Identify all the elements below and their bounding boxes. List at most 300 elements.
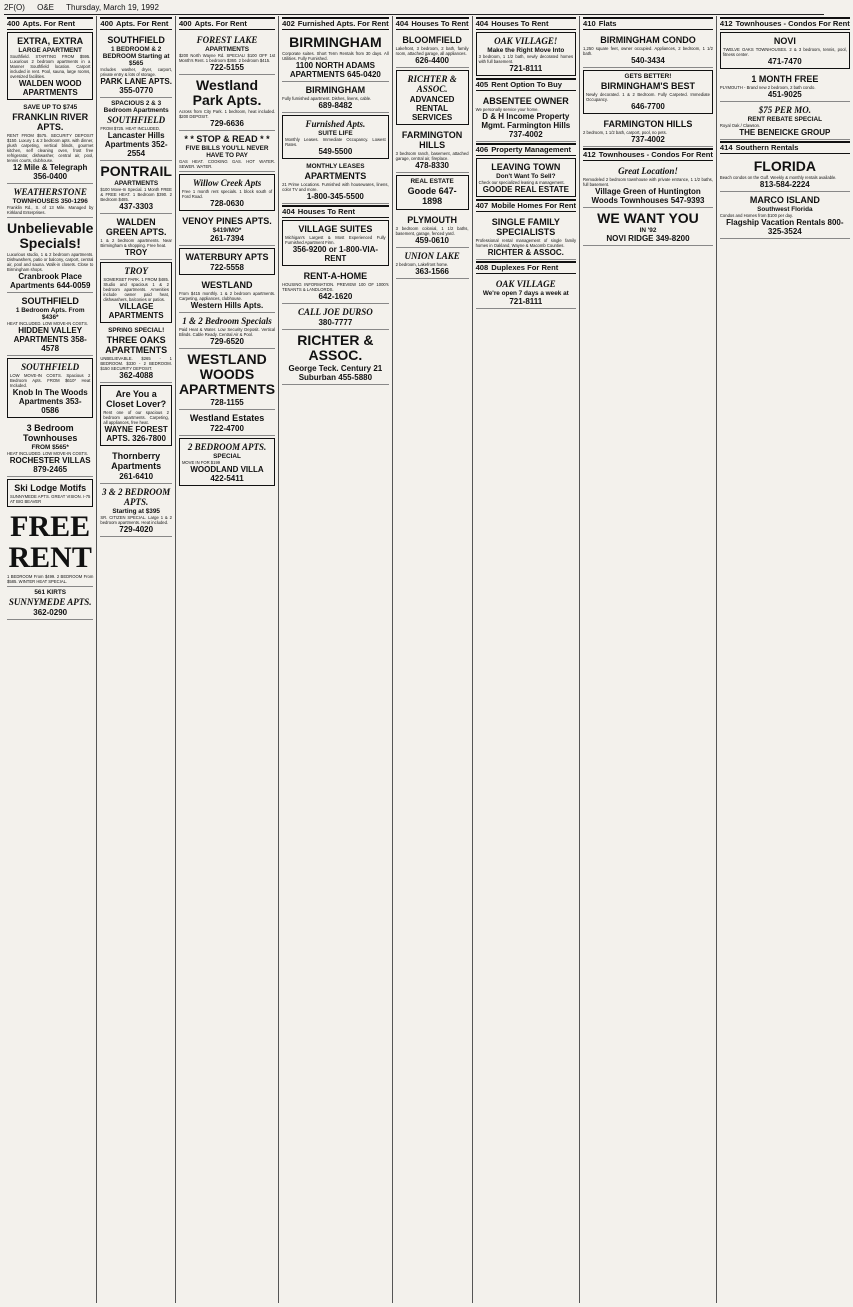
ad-headline: FARMINGTON HILLS (603, 119, 693, 129)
ad-subhead: We're open 7 days a week at (482, 290, 569, 297)
ad-headline: SINGLE FAMILY SPECIALISTS (491, 217, 560, 237)
section-title: Apts. For Rent (194, 19, 247, 28)
ad-body: Rent one of our spacious 2 bedroom apartments. Carpeting, all appliances, free heat. (103, 410, 169, 425)
ad-body: 2 bedroom, 1 1/2 bath, carport, pool, no pets. (583, 130, 667, 135)
ad-contact: 722-5558 (210, 263, 244, 272)
ad-headline: PONTRAIL (100, 163, 172, 179)
ad-body: 3 bedroom ranch, basement, attached garage, central air, fireplace. (395, 151, 469, 161)
classified-ad (100, 385, 172, 446)
section-title: Houses To Rent (411, 19, 469, 28)
ad-contact: 728-0630 (210, 199, 244, 208)
ad-subhead: 561 KIRTS (34, 589, 66, 596)
ad-subhead: SAVE UP TO $745 (23, 104, 78, 111)
section-title: Rent Option To Buy (491, 80, 562, 89)
ad-contact: 737-4002 (631, 135, 665, 144)
classified-ad (100, 98, 172, 161)
ad-headline: Unbelievable Specials! (7, 220, 94, 251)
classified-column (4, 16, 97, 1303)
classified-ad (179, 75, 275, 131)
classified-ad (396, 175, 469, 210)
ad-subhead: Don't Want To Sell? (496, 173, 556, 180)
section-title: Furnished Apts. For Rent (297, 19, 389, 28)
ad-headline: OAK VILLAGE! (494, 36, 558, 46)
ad-subhead: Make the Right Move Into (487, 47, 565, 54)
section-number: 412 (583, 150, 596, 159)
section-header (282, 17, 389, 30)
classified-ad (100, 32, 172, 98)
ad-body: Across from City Park. 1 bedroom, heat included. $200 DEPOSIT. (178, 109, 276, 119)
section-header (476, 199, 576, 212)
section-header (720, 141, 850, 154)
ad-body: PLYMOUTH - Brand new 2 bedroom, 2 bath condo. (719, 85, 816, 90)
section-header (396, 17, 469, 30)
ad-contact: 363-1566 (415, 267, 449, 276)
ad-subhead: Southwest Florida (757, 206, 813, 213)
ad-headline: RENT-A-HOME (303, 271, 368, 281)
classified-ad (720, 71, 850, 102)
ad-headline: BIRMINGHAM (305, 85, 366, 95)
ad-headline: Are You a Closet Lover? (106, 389, 167, 409)
classified-ad (282, 330, 389, 385)
ad-headline: SOUTHFIELD (21, 296, 79, 306)
ad-contact: ROCHESTER VILLAS 879-2465 (9, 456, 91, 474)
ad-contact: WOODLAND VILLA 422-5411 (190, 465, 264, 483)
ad-contact: 722-4700 (210, 424, 244, 433)
ad-contact: THE BENEICKE GROUP (739, 128, 831, 137)
classified-ad (583, 208, 713, 246)
ad-contact: ADVANCED RENTAL SERVICES (409, 95, 455, 122)
ad-body: TWELVE OAKS TOWNHOUSES. 2 & 3 bedroom, tennis, pool, fitness center. (722, 47, 847, 57)
ad-body: Paid Heat & Water. Low Security Deposit. Vertical Blinds. Cable Ready. Central Air & Pool. (178, 327, 276, 337)
ad-headline: 3 & 2 BEDROOM APTS. (102, 487, 171, 507)
section-title: Mobile Homes For Rent (491, 201, 577, 210)
classified-ad (396, 248, 469, 279)
ad-headline: OAK VILLAGE (495, 279, 556, 289)
ad-headline: NOVI (773, 36, 796, 46)
ad-headline: BIRMINGHAM (289, 34, 382, 50)
ad-contact: Lancaster Hills Apartments 352-2554 (104, 131, 168, 158)
ad-headline: Ski Lodge Motifs (14, 483, 87, 493)
ad-contact: 1100 NORTH ADAMS APARTMENTS 645-0420 (289, 61, 381, 79)
ad-contact: 689-8482 (318, 101, 353, 110)
ad-headline: FARMINGTON HILLS (401, 130, 463, 150)
ad-subhead: RENT REBATE SPECIAL (747, 116, 823, 123)
ad-body: Newly decorated. 1 & 2 Bedroom. Fully Carpeted. Immediate Occupancy. (586, 92, 710, 102)
classified-ad (282, 304, 389, 330)
ad-body: 1 BEDROOM From $499. 2 BEDROOM From $585. WINTER HEAT SPECIAL. (7, 574, 94, 584)
ad-body: 1,250 square feet, owner occupied. Appliances, 2 bedroom, 1 1/2 bath. (583, 46, 713, 56)
ad-headline: THREE OAKS APARTMENTS (105, 335, 168, 355)
classified-column (279, 16, 393, 1303)
ad-body: Remodeled 2 bedroom townhouse with private entrance, 1 1/2 baths, full basement. (583, 177, 713, 187)
ad-contact: 729-4020 (119, 525, 154, 534)
ad-contact: 362-4088 (119, 371, 154, 380)
ad-contact: TROY (125, 248, 148, 257)
ad-headline: WEATHERSTONE (13, 187, 87, 197)
classified-ad (720, 102, 850, 140)
ad-body: From $415 monthly. 1 & 2 bedroom apartments. Carpeting, appliances, clubhouse. (178, 291, 276, 301)
ad-headline: BLOOMFIELD (402, 35, 462, 45)
section-number: 404 (395, 19, 409, 28)
issue-date: Thursday, March 19, 1992 (66, 3, 159, 12)
ad-subhead: APARTMENTS (114, 180, 159, 187)
classified-ad (476, 32, 576, 76)
ad-headline: 1 MONTH FREE (751, 74, 819, 84)
section-number: 400 (7, 19, 20, 28)
section-header (476, 78, 576, 91)
ad-headline: Thornberry Apartments (111, 451, 162, 471)
ad-headline: FRANKLIN RIVER APTS. (12, 112, 89, 132)
ad-contact: 728-1155 (210, 398, 244, 407)
ad-body: Fully furnished apartment. Dishes, linens, cable. (282, 96, 372, 101)
ad-body: SR. CITIZEN SPECIAL. Large 1 & 2 bedroom apartments. Heat included. (100, 515, 172, 525)
section-header (7, 17, 93, 30)
ad-contact: Cranbrook Place Apartments 644-0059 (9, 272, 91, 290)
section-title: Apts. For Rent (22, 19, 75, 28)
ad-contact: 261-6410 (119, 472, 154, 481)
classified-ad (7, 420, 93, 477)
ad-contact: 813-584-2224 (759, 180, 810, 189)
ad-subhead: SPECIAL (213, 453, 241, 460)
ad-headline: $75 PER MO. (758, 105, 811, 115)
ad-subhead: MONTHLY LEASES (306, 163, 365, 170)
ad-contact: Village Green of Huntington Woods Townhouses 547-9393 (591, 187, 705, 205)
ad-headline: 3 Bedroom Townhouses (23, 423, 78, 443)
classified-ad (282, 268, 389, 304)
ad-body: RENT FROM $575. SECURITY DEPOSIT $150. Luxury 1 & 2 bedroom apts. with dinner, plush carpeting, vertical blinds, gourmet kitchen, self cleaning oven, frost free refrigerator, dishwasher, central air, pool, tennis courts, clubhouse. (7, 133, 94, 163)
ad-body: Professional rental management of single family homes in Oakland, Wayne & Macomb Counties. (475, 238, 577, 248)
classified-ad (720, 32, 850, 69)
ad-body: Lakefront, 3 bedroom, 2 bath, family room, attached garage, all appliances. (395, 46, 469, 56)
classified-ad (100, 325, 172, 383)
classified-ad (282, 220, 389, 266)
masthead (4, 2, 824, 15)
ad-contact: RICHTER & ASSOC. (487, 248, 564, 257)
section-header (179, 17, 275, 30)
ad-headline: CALL JOE DURSO (298, 307, 373, 317)
ad-body: Luxurious studio, 1 & 2 bedroom apartments. Dishwashers, patio or balcony, carport, central air, pool and sauna. Walk-in closets. Close to Birmingham shops. (7, 252, 94, 272)
ad-body: MOVE IN FOR $199 (181, 460, 221, 465)
ad-subhead: APARTMENTS (205, 46, 249, 53)
ad-body: HEAT INCLUDED. LOW MOVE-IN COSTS. (7, 451, 89, 456)
ad-contact: Knob In The Woods Apartments 353-0586 (12, 388, 88, 415)
ad-headline: 1 & 2 Bedroom Specials (182, 316, 272, 326)
ad-headline: SOUTHFIELD (107, 35, 165, 45)
ad-headline: Willow Creek Apts (192, 178, 262, 188)
section-number: 402 (282, 19, 295, 28)
section-number: 400 (100, 19, 114, 28)
ad-contact: 626-4400 (415, 56, 449, 65)
ad-headline: VILLAGE SUITES (298, 224, 373, 234)
ad-headline: BIRMINGHAM'S BEST (600, 81, 696, 91)
classified-column (393, 16, 473, 1303)
ad-contact: 437-3303 (119, 202, 154, 211)
ad-contact: 540-3434 (631, 56, 665, 65)
classified-ad (396, 127, 469, 173)
section-title: Houses To Rent (297, 207, 356, 216)
classified-ad (282, 82, 389, 113)
section-title: Southern Rentals (735, 143, 799, 152)
ad-subhead: 1 Bedroom Apts. From $436* (15, 307, 85, 321)
section-header (100, 17, 172, 30)
classified-ad (7, 218, 93, 293)
ad-body: Beach condos on the Gulf. Weekly & monthly rentals available. (719, 175, 837, 180)
ad-body: 3 bedroom colonial, 1 1/2 baths, basement, garage, fenced yard. (395, 226, 469, 236)
classified-ad (476, 276, 576, 309)
ad-contact: PARK LANE APTS. 355-0770 (100, 77, 172, 95)
section-title: Property Management (491, 145, 571, 154)
ad-headline: PLYMOUTH (407, 215, 457, 225)
ad-contact: VILLAGE APARTMENTS (108, 302, 164, 320)
ad-contact: 721-8111 (509, 64, 543, 73)
ad-headline: FREE (10, 510, 91, 543)
ad-body: Free 1 month rent specials. 1 block south of Ford Road. (181, 189, 273, 199)
ad-body: FROM $725. HEAT INCLUDED. (100, 126, 161, 131)
ad-subhead: TOWNHOUSES 350-1296 (12, 198, 88, 205)
section-title: Duplexes For Rent (491, 263, 559, 272)
ad-body: Corporate suites. Short Term Rentals from 30 days. All Utilities. Fully Furnished. (282, 51, 389, 61)
section-header (476, 143, 576, 156)
classified-ad (7, 358, 93, 418)
classified-ad (179, 213, 275, 246)
section-number: 407 (475, 201, 489, 210)
ad-body: SOMERSET PARK. 1 FROM $485. Studio and spacious 1 & 2 bedroom apartments. Amenities include owner paid heat, dishwashers, balconies or patios. (103, 277, 169, 302)
section-number: 406 (475, 145, 489, 154)
ad-headline: MARCO ISLAND (749, 195, 820, 205)
classified-columns (4, 16, 850, 1303)
classified-ad (583, 116, 713, 147)
ad-headline: WESTLAND (201, 280, 253, 290)
ad-body: Monthly Leases. Immediate Occupancy. Lowest Rates. (285, 137, 386, 147)
ad-subhead: 1 BEDROOM & 2 BEDROOM Starting at $565 (102, 46, 170, 67)
classified-ad (179, 32, 275, 75)
ad-body: $200 North Wayne Rd. SPECIAL! $100 OFF 1st Month's Rent. 1 bedroom $360. 2 bedroom $415. (178, 53, 276, 63)
classified-ad (179, 277, 275, 313)
classified-ad (100, 161, 172, 214)
ad-body: Southfield. STARTING FROM $595. Luxurious 2 bedroom apartments in a Manner Southfield location. Carport included in rent. Pool, sauna, large rooms, oversized facilities. (10, 54, 91, 79)
ad-contact: NOVI RIDGE 349-8200 (606, 234, 690, 243)
classified-ad (100, 214, 172, 260)
section-number: 410 (583, 19, 596, 28)
classified-ad (396, 212, 469, 248)
ad-contact: Western Hills Apts. (190, 301, 264, 310)
section-number: 408 (475, 263, 489, 272)
ad-body: Royal Oak / Clawson. (719, 123, 761, 128)
classified-ad (179, 131, 275, 172)
ad-headline: UNION LAKE (404, 251, 460, 261)
ad-contact: GOODE REAL ESTATE (482, 185, 569, 194)
ad-headline: APARTMENTS (304, 171, 367, 181)
section-header (720, 17, 850, 30)
ad-contact: 451-9025 (767, 90, 802, 99)
ad-contact: 356-9200 or 1-800-VIA-RENT (292, 245, 379, 263)
section-header (282, 205, 389, 218)
section-header (476, 17, 576, 30)
classified-ad (179, 248, 275, 275)
classified-ad (720, 192, 850, 239)
classified-column (176, 16, 279, 1303)
ad-contact: 1-800-345-5500 (306, 192, 364, 201)
ad-body: HEAT INCLUDED. LOW MOVE-IN COSTS. (7, 321, 89, 326)
classified-ad (179, 410, 275, 436)
ad-subhead: $419/MO* (212, 227, 242, 234)
classified-column (473, 16, 580, 1303)
ad-subhead: Starting at $395 (112, 508, 160, 515)
ad-headline-large: RENT (8, 541, 92, 574)
section-number: 404 (282, 207, 295, 216)
classified-ad (100, 484, 172, 537)
ad-body: 21 Prime Locations. Furnished with housewares, linens, color TV and more. (282, 182, 389, 192)
ad-headline: * * STOP & READ * * (184, 134, 270, 144)
section-header (476, 261, 576, 274)
classified-ad (179, 349, 275, 410)
ad-body: 2 bedroom, Lakefront home. (395, 262, 449, 267)
ad-headline: LEAVING TOWN (491, 162, 561, 172)
ad-contact: 721-8111 (509, 297, 543, 306)
classified-column (97, 16, 176, 1303)
section-title: Townhouses - Condos For Rent (735, 19, 850, 28)
classified-ad (7, 587, 93, 620)
ad-headline: WESTLAND WOODS APARTMENTS (178, 351, 276, 397)
ad-body: Franklin Rd., S. of 13 Mile. Managed by Kirkland Enterprises. (7, 205, 94, 215)
classified-ad (7, 184, 93, 218)
ad-contact: WAYNE FOREST APTS. 326-7800 (104, 425, 168, 443)
ad-subhead: REAL ESTATE (410, 178, 454, 185)
classified-ad (179, 174, 275, 211)
classified-ad (476, 214, 576, 260)
section-number: 414 (719, 143, 733, 152)
ad-body: 3 bedroom, 1 1/2 bath, newly decorated homes with full basement. (478, 54, 574, 64)
ad-contact: 729-6520 (210, 337, 244, 346)
ad-headline: VENOY PINES APTS. (182, 216, 272, 226)
classified-ad (282, 161, 389, 204)
section-header (583, 148, 713, 161)
ad-contact: Flagship Vacation Rentals 800-325-3524 (726, 218, 844, 236)
ad-headline: RICHTER & ASSOC. (297, 332, 374, 363)
classified-ad (583, 32, 713, 68)
ad-body: We personally service your home. (475, 107, 539, 112)
ad-headline: 2 BEDROOM APTS. (187, 442, 267, 452)
section-title: Townhouses - Condos For Rent (598, 150, 713, 159)
ad-body: HOUSING INFORMATION. PREVIEW 100 OF 1000's TENANTS & LANDLORDS. (282, 282, 389, 292)
classified-ad (282, 32, 389, 82)
section-number: 412 (719, 19, 733, 28)
classified-ad (396, 32, 469, 68)
section-number: 400 (178, 19, 192, 28)
ad-subhead: FIVE BILLS YOU'LL NEVER HAVE TO PAY (185, 145, 269, 159)
classified-ad (396, 70, 469, 125)
ad-contact: 722-5155 (210, 63, 244, 72)
ad-headline: WALDEN GREEN APTS. (105, 217, 167, 237)
classified-ad (583, 163, 713, 208)
ad-body: Includes washer, dryer, carport, private entry & lots of storage. (100, 67, 172, 77)
ad-contact: 471-7470 (767, 57, 802, 66)
ad-headline: TROY (124, 266, 148, 276)
ad-headline: Furnished Apts. (305, 119, 366, 129)
ad-contact: 459-0610 (415, 236, 449, 245)
ad-contact: George Teck. Century 21 Suburban 455-5880 (288, 364, 383, 382)
ad-contact: 261-7394 (210, 234, 244, 243)
classified-ad (583, 70, 713, 114)
classified-ad (476, 93, 576, 142)
ad-subhead: SPACIOUS 2 & 3 Bedroom Apartments (103, 100, 169, 114)
ad-headline: Westland Estates (189, 413, 265, 423)
ad-headline: WE WANT YOU (597, 210, 699, 226)
ad-body: Michigan's Largest & Most Experienced Fully Furnished Apartment Firm. (285, 235, 386, 245)
ad-contact: 642-1620 (318, 292, 353, 301)
ad-contact: WALDEN WOOD APARTMENTS (18, 79, 82, 97)
classified-ad (476, 158, 576, 197)
ad-subhead: SPRING SPECIAL! (108, 327, 165, 334)
ad-headline: BIRMINGHAM CONDO (600, 35, 696, 45)
section-title: Houses To Rent (491, 19, 549, 28)
classified-column (580, 16, 717, 1303)
classified-ad (100, 262, 172, 323)
ad-contact: HIDDEN VALLEY APARTMENTS 358-4578 (13, 326, 87, 353)
classified-ad (7, 293, 93, 356)
ad-body: 1 & 2 bedroom apartments. Near Birmingham & shopping. Free heat. (100, 238, 172, 248)
ad-contact: D & H Income Property Mgmt. Farmington Hills 737-4002 (481, 112, 571, 139)
classified-ad (7, 509, 93, 587)
ad-subhead: FROM $565* (31, 444, 69, 451)
ad-headline: RICHTER & ASSOC. (407, 74, 457, 94)
classified-ad (7, 32, 93, 100)
ad-headline: EXTRA, EXTRA (17, 36, 84, 46)
ad-headline: SOUTHFIELD (107, 115, 166, 125)
classified-ad (179, 313, 275, 349)
ad-contact: 729-6636 (210, 119, 244, 128)
ad-subhead: GETS BETTER! (624, 73, 672, 80)
section-number: 404 (475, 19, 489, 28)
page-number: 2F(O) (4, 3, 25, 12)
classified-ad (179, 438, 275, 486)
ad-headline: FOREST LAKE (196, 35, 258, 45)
ad-subhead: LARGE APARTMENT (18, 47, 82, 54)
classified-ad (282, 115, 389, 159)
ad-headline: Westland Park Apts. (192, 77, 262, 108)
section-title: Flats (598, 19, 617, 28)
ad-contact: 12 Mile & Telegraph 356-0400 (12, 163, 88, 181)
ad-headline: Goode 647-1898 (407, 186, 457, 206)
ad-subhead: SUITE LIFE (318, 130, 353, 137)
ad-body: LOW MOVE-IN COSTS. Spacious 2 Bedroom Apts. FROM $610* Heat Included. (10, 373, 91, 388)
ad-headline: SOUTHFIELD (21, 362, 80, 372)
ad-body: SUNNYMEDE APTS. GREAT VISION. I-75 AT BIG BEAVER (10, 494, 91, 504)
ad-contact: 380-7777 (318, 318, 353, 327)
ad-headline: FLORIDA (753, 158, 816, 174)
ad-headline: WATERBURY APTS (185, 252, 269, 262)
section-header (583, 17, 713, 30)
ad-body: UNBELIEVABLE. $265 - 1 BEDROOM. $330 - 2 BEDROOM. $150 SECURITY DEPOSIT. (100, 356, 172, 371)
classified-ad (7, 102, 93, 184)
classified-ad (100, 448, 172, 484)
paper-name: O&E (37, 3, 55, 12)
ad-body: GAS HEAT. COOKING GAS. HOT WATER. SEWER. WATER. (178, 159, 276, 169)
ad-body: Check our specialized leasing & management. (478, 180, 565, 185)
ad-headline: ABSENTEE OWNER (482, 96, 569, 106)
section-title: Apts. For Rent (116, 19, 169, 28)
ad-contact: 549-5500 (318, 147, 353, 156)
ad-contact: 478-8330 (415, 161, 449, 170)
ad-headline: SUNNYMEDE APTS. (8, 597, 92, 607)
section-number: 405 (475, 80, 489, 89)
classified-ad (7, 479, 93, 507)
classified-column (717, 16, 853, 1303)
classified-ad (720, 156, 850, 192)
ad-contact: 646-7700 (631, 102, 665, 111)
ad-body: Condos and Homes from $100 per day. (719, 213, 793, 218)
ad-body: $100 Move-In Special. 1 Month FREE & FREE HEAT. 1 Bedroom $390. 2 Bedroom $485. (100, 187, 172, 202)
